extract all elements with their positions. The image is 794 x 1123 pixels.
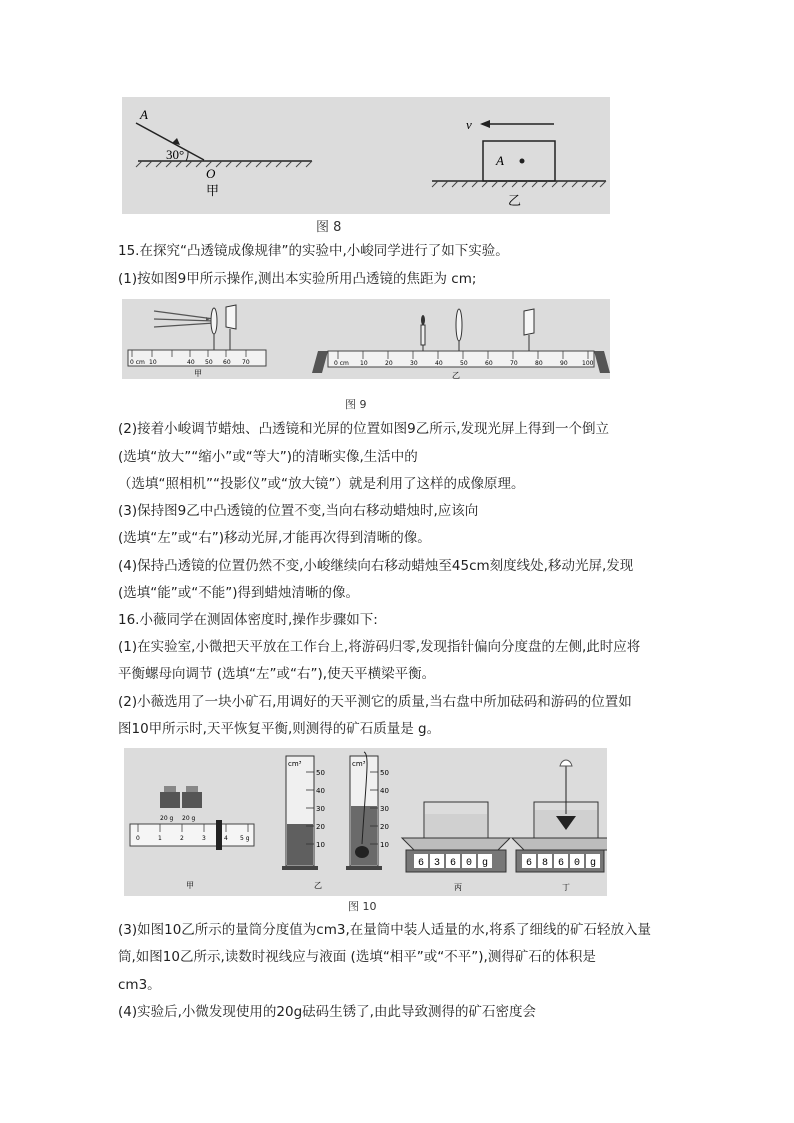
- fig9-yi-tick-9: 90: [560, 360, 568, 367]
- figure-9: [122, 299, 610, 379]
- fig9-jia-tick-3: 50: [205, 359, 213, 366]
- figure-10: [124, 748, 607, 896]
- ruler-tick-5: 5 g: [240, 835, 250, 842]
- fig10-caption: 图 10: [348, 900, 377, 913]
- q16-part4: (4)实验后,小微发现使用的20g砝码生锈了,由此导致测得的矿石密度会: [118, 1004, 536, 1020]
- cyl1-unit: cm³: [288, 760, 302, 768]
- fig9-yi-tick-7: 70: [510, 360, 518, 367]
- fig8-label-A: A: [140, 107, 148, 122]
- q15-part1: (1)按如图9甲所示操作,测出本实验所用凸透镜的焦距为 cm;: [118, 271, 477, 287]
- fig9-caption: 图 9: [345, 398, 367, 411]
- ruler-tick-1: 1: [158, 835, 162, 842]
- scale-d-digit-1: 8: [542, 858, 549, 869]
- ruler-tick-4: 4: [224, 835, 228, 842]
- q15-part3-line1: (3)保持图9乙中凸透镜的位置不变,当向右移动蜡烛时,应该向: [118, 503, 479, 519]
- fig9-jia-label: 甲: [194, 369, 202, 378]
- fig9-yi-tick-0: 0 cm: [334, 360, 349, 367]
- fig9-jia-tick-1: 10: [149, 359, 157, 366]
- fig8-sub-jia: 甲: [206, 184, 220, 199]
- cyl2-tick-20: 20: [380, 823, 389, 831]
- fig9-jia-tick-0: 0 cm: [130, 359, 145, 366]
- fig8-block-label-A: A: [496, 153, 504, 168]
- cyl1-tick-20: 20: [316, 823, 325, 831]
- scale-c-unit: g: [482, 858, 489, 869]
- cyl2-tick-30: 30: [380, 805, 389, 813]
- q15-title: 15.在探究“凸透镜成像规律”的实验中,小峻同学进行了如下实验。: [118, 243, 509, 259]
- weight-right-label: 20 g: [182, 815, 196, 822]
- weight-left-label: 20 g: [160, 815, 174, 822]
- scale-d-digit-3: 0: [574, 858, 581, 869]
- q16-part2-line1: (2)小薇选用了一块小矿石,用调好的天平测它的质量,当右盘中所加砝码和游码的位置如: [118, 694, 632, 710]
- ruler-tick-2: 2: [180, 835, 184, 842]
- fig9-jia-tick-4: 60: [223, 359, 231, 366]
- fig9-yi-tick-4: 40: [435, 360, 443, 367]
- fig8-sub-yi: 乙: [508, 194, 522, 209]
- q16-part2-line2: 图10甲所示时,天平恢复平衡,则测得的矿石质量是 g。: [118, 721, 441, 737]
- cyl1-tick-50: 50: [316, 769, 325, 777]
- fig9-yi-tick-6: 60: [485, 360, 493, 367]
- q15-part3-line2: (选填“左”或“右”)移动光屏,才能再次得到清晰的像。: [118, 530, 431, 546]
- fig8-label-O: O: [206, 166, 216, 181]
- fig9-yi-tick-10: 100: [582, 360, 594, 367]
- fig10-sub-jia: 甲: [186, 881, 194, 890]
- q16-part3-line2: 筒,如图10乙所示,读数时视线应与液面 (选填“相平”或“不平”),测得矿石的体积是: [118, 949, 596, 965]
- cyl2-tick-10: 10: [380, 841, 389, 849]
- fig8-angle-label: 30°: [166, 147, 185, 162]
- cyl1-tick-10: 10: [316, 841, 325, 849]
- fig10-sub-yi: 乙: [314, 881, 322, 890]
- fig10-sub-bing: 丙: [454, 883, 462, 892]
- scale-d-unit: g: [590, 858, 597, 869]
- fig8-caption: 图 8: [316, 220, 342, 235]
- fig9-yi-tick-5: 50: [460, 360, 468, 367]
- q15-part2-line2: (选填“放大”“缩小”或“等大”)的清晰实像,生活中的: [118, 449, 418, 465]
- fig9-yi-tick-8: 80: [535, 360, 543, 367]
- cyl2-unit: cm³: [352, 760, 366, 768]
- fig9-yi-tick-1: 10: [360, 360, 368, 367]
- fig8-label-v: v: [466, 117, 472, 132]
- weight-left: [160, 786, 180, 808]
- scale-c-digit-3: 0: [466, 858, 473, 869]
- scale-c-digit-2: 6: [450, 858, 457, 869]
- q16-part1-line2: 平衡螺母向调节 (选填“左”或“右”),使天平横梁平衡。: [118, 666, 436, 682]
- scale-d-digit-2: 6: [558, 858, 565, 869]
- cyl2-tick-50: 50: [380, 769, 389, 777]
- scale-c-digit-1: 3: [434, 858, 441, 869]
- scale-d-digit-0: 6: [526, 858, 533, 869]
- q15-part4-line2: (选填“能”或“不能”)得到蜡烛清晰的像。: [118, 585, 360, 601]
- scale-c-digit-0: 6: [418, 858, 425, 869]
- cyl1-tick-40: 40: [316, 787, 325, 795]
- ruler-tick-0: 0: [136, 835, 140, 842]
- q16-part3-line3: cm3。: [118, 977, 161, 993]
- q16-part3-line1: (3)如图10乙所示的量筒分度值为cm3,在量筒中装人适量的水,将系了细线的矿石轻放入量: [118, 922, 652, 938]
- fig9-yi-tick-2: 20: [385, 360, 393, 367]
- fig9-yi-tick-3: 30: [410, 360, 418, 367]
- q15-part2-line1: (2)接着小峻调节蜡烛、凸透镜和光屏的位置如图9乙所示,发现光屏上得到一个倒立: [118, 421, 610, 437]
- q15-part2-line3: （选填“照相机”“投影仪”或“放大镜”）就是利用了这样的成像原理。: [118, 476, 525, 492]
- fig9-jia-tick-2: 40: [187, 359, 195, 366]
- fig9-jia-tick-5: 70: [242, 359, 250, 366]
- ruler-tick-3: 3: [202, 835, 206, 842]
- weight-right: [182, 786, 202, 808]
- figure-8: [122, 97, 610, 214]
- q16-title: 16.小薇同学在测固体密度时,操作步骤如下:: [118, 612, 378, 628]
- q15-part4-line1: (4)保持凸透镜的位置仍然不变,小峻继续向右移动蜡烛至45cm刻度线处,移动光屏,发现: [118, 558, 634, 574]
- fig9-yi-label: 乙: [452, 371, 460, 379]
- cyl2-tick-40: 40: [380, 787, 389, 795]
- fig10-sub-ding: 丁: [562, 883, 570, 892]
- cyl1-tick-30: 30: [316, 805, 325, 813]
- q16-part1-line1: (1)在实验室,小微把天平放在工作台上,将游码归零,发现指针偏向分度盘的左侧,此时应将: [118, 639, 641, 655]
